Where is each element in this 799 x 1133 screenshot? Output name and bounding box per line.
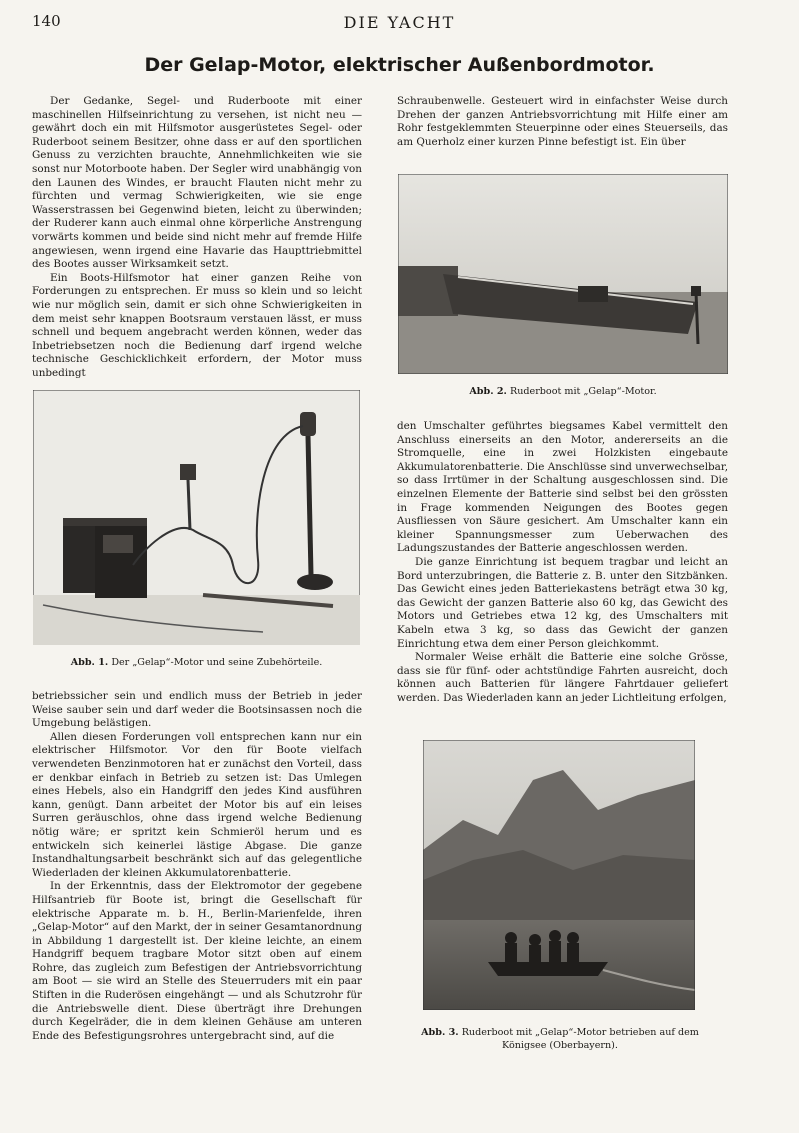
journal-title: DIE YACHT: [343, 13, 456, 32]
figure-label: Abb. 1.: [70, 657, 109, 668]
paragraph: Ein Boots-Hilfsmotor hat einer ganzen Reihe von Forderungen zu entsprechen. Er muss so klein und so leicht wie nur möglich sein, damit er sich ohne Schwierigkeiten in dem meist sehr knappen Bootsraum verstauen lässt, er muss schnell und bequem angebracht werden können, weder das Inbetriebsetzen noch die Bedienung darf irgend welche technische Geschicklichkeit erfordern, der Motor muss unbedingt: [32, 271, 362, 379]
paragraph: Schraubenwelle. Gesteuert wird in einfachster Weise durch Drehen der ganzen Antriebsvorrichtung mit Hilfe einer am Rohr festgeklemmten Steuerpinne oder eines Steuerseils, das am Querholz einer kurzen Pinne befestigt ist. Ein über: [397, 95, 728, 148]
figure-caption-text: Ruderboot mit „Gelap“-Motor betrieben auf dem Königsee (Oberbayern).: [461, 1027, 699, 1051]
paragraph: betriebssicher sein und endlich muss der Betrieb in jeder Weise sauber sein und darf weder die Bootsinsassen noch die Umgebung belästigen.: [32, 690, 362, 730]
page-number: 140: [32, 12, 61, 30]
figure-label: Abb. 2.: [469, 386, 507, 397]
left-column-top: [32, 95, 362, 380]
figure-caption-text: Der „Gelap“-Motor und seine Zubehörteile.: [111, 657, 323, 668]
paragraph: In der Erkenntnis, dass der Elektromotor der gegebene Hilfsantrieb für Boote ist, bringt die Gesellschaft für elektrische Apparate m. b. H., Berlin-Marienfelde, ihren „Gelap-Motor“ auf den Markt, der in seiner Gesamtanordnung in Abbildung 1 dargestellt ist. Der kleine leichte, an einem Handgriff bequem tragbare Motor sitzt oben auf einem Rohre, das zugleich zum Befestigen der Antriebsvorrichtung am Boot — sie wird an Stelle des Steuerruders mit ein paar Stiften in die Ruderösen eingehängt — und als Schutzrohr für die Antriebswelle dient. Diese überträgt ihre Drehungen durch Kegelräder, die in dem kleinen Gehäuse am unteren Ende des Befestigungsrohres untergebracht sind, auf die: [32, 880, 362, 1042]
right-column-bottom: [397, 420, 728, 705]
figure-koenigsee-lake-photo: [423, 740, 695, 1010]
figure-2-caption: [398, 386, 728, 397]
right-column-top: [397, 95, 728, 149]
article-title: Der Gelap-Motor, elektrischer Außenbordmotor.: [144, 54, 655, 76]
figure-rowing-boat-photo: [398, 174, 728, 374]
figure-label: Abb. 3.: [421, 1027, 459, 1038]
figure-caption-text: Ruderboot mit „Gelap“-Motor.: [509, 386, 657, 397]
figure-3-caption: [410, 1026, 710, 1052]
paragraph: Normaler Weise erhält die Batterie eine solche Grösse, dass sie für fünf- oder achtstündige Fahrten ausreicht, doch können auch Batterien für längere Fahrtdauer geliefert werden. Das Wiederladen kann an jeder Lichtleitung erfolgen,: [397, 651, 728, 704]
paragraph: den Umschalter geführtes biegsames Kabel vermittelt den Anschluss einerseits an den Motor, andererseits an die Stromquelle, eine in zwei Holzkisten eingebaute Akkumulatorenbatterie. Die Anschlüsse sind unverwechselbar, so dass Irrtümer in der Schaltung ausgeschlossen sind. Die einzelnen Elemente der Batterie sind selbst bei den grössten in Frage kommenden Neigungen des Bootes gegen Ausfliessen von Säure gesichert. Am Umschalter kann ein kleiner Spannungsmesser zum Ueberwachen des Ladungszustandes der Batterie angeschlossen werden.: [397, 420, 728, 555]
figure-motor-accessories-photo: [33, 390, 360, 645]
left-column-bottom: [32, 690, 362, 1043]
figure-1-caption: [33, 657, 360, 668]
paragraph: Die ganze Einrichtung ist bequem tragbar und leicht an Bord unterzubringen, die Batterie z. B. unter den Sitzbänken. Das Gewicht eines jeden Batteriekastens beträgt etwa 30 kg, das Gewicht der ganzen Batterie also 60 kg, das Gewicht des Motors und Getriebes etwa 12 kg, des Umschalters mit Kabeln etwa 3 kg, so dass das Gewicht der ganzen Einrichtung etwa dem einer Person gleichkommt.: [397, 555, 728, 650]
paragraph: Allen diesen Forderungen voll entsprechen kann nur ein elektrischer Hilfsmotor. Vor den für Boote vielfach verwendeten Benzinmotoren hat er zunächst den Vorteil, dass er denkbar einfach in Betrieb zu setzen ist: Das Umlegen eines Hebels, also ein Handgriff den jedes Kind ausführen kann, genügt. Dann arbeitet der Motor bis auf ein leises Surren geräuschlos, ohne dass irgend welche Bedienung nötig wäre; er spritzt kein Schmieröl herum und es entwickeln sich keinerlei lästige Abgase. Die ganze Instandhaltungsarbeit beschränkt sich auf das gelegentliche Wiederladen der kleinen Akkumulatorenbatterie.: [32, 730, 362, 879]
paragraph: Der Gedanke, Segel- und Ruderboote mit einer maschinellen Hilfseinrichtung zu versehen, ist nicht neu — gewährt doch ein mit Hilfsmotor ausgerüstetes Segel- oder Ruderboot seinem Besitzer, ohne dass er auf den sportlichen Genuss zu verzichten brauchte, Annehmlichkeiten wie sie sonst nur Motorboote haben. Der Segler wird unabhängig von den Launen des Windes, er braucht Flauten nicht mehr zu fürchten und vermag Schwierigkeiten, wie sie enge Wasserstrassen bei Gegenwind bieten, leicht zu überwinden; der Ruderer kann auch einmal ohne körperliche Anstrengung vorwärts kommen und beide sind nicht mehr auf fremde Hilfe angewiesen, wenn irgend eine Havarie das Haupttriebmittel des Bootes ausser Wirksamkeit setzt.: [32, 95, 362, 271]
